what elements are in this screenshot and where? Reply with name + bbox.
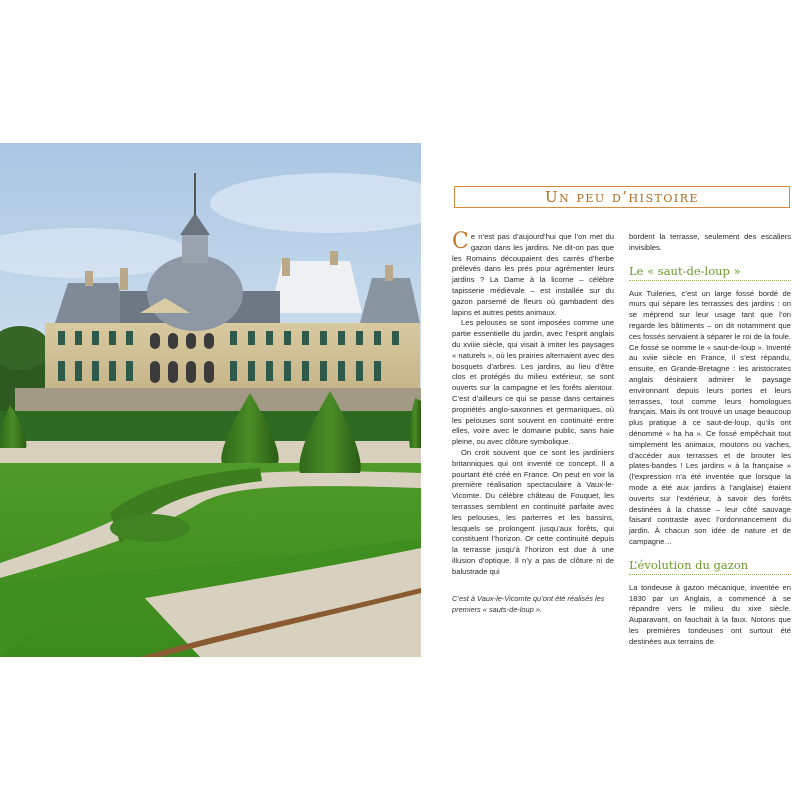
book-spread (0, 143, 800, 657)
chateau-photo (0, 143, 421, 657)
text-column-left (452, 229, 614, 578)
photo-caption: C’est à Vaux-le-Vicomte qu’ont été réalisés les premiers « sauts-de-loup ». (452, 594, 605, 614)
paragraph: Les pelouses se sont imposées comme une partie essentielle du jardin, avec l’esprit anglais du xviiie siècle, qui visait à imiter les paysages « naturels », où les prairies alternaient avec des bosquets d’arbres. Les jardins, au lieu d’être clos et protégés du milieu extérieur, se sont ouverts sur la campagne et les forêts alentour. C’est d’ailleurs ce qui se passe dans certaines propriétés anglo-saxonnes et germaniques, où les pelouses sont souvent en continuité entre elles, voire avec le domaine public, sans haie pleine, ou avec clôture symbolique. (452, 318, 614, 447)
paragraph: La tondeuse à gazon mécanique, inventée en 1830 par un Anglais, a commencé à se répandre vers le milieu du xixe siècle. Auparavant, on fauchait à la faux. Notons que les premières tondeuses ont surtout été destinées aux terrains de (629, 582, 791, 646)
text-page (421, 143, 800, 657)
paragraph: Ce n’est pas d’aujourd’hui que l’on met du gazon dans les jardins. Ne dit-on pas que les Romains découpaient des carrés d’herbe prélevés dans les prés pour agrémenter leurs jardins ? La Dame à la licorne – célèbre tapisserie médiévale – est installée sur du gazon parsemé de fleurs où gambadent des lapins et autres petits animaux. (452, 229, 614, 317)
text-column-right (629, 232, 791, 648)
paragraph: Aux Tuileries, c’est un large fossé bordé de murs qui sépare les terrasses des jardins : on se méprend sur leur usage tant que l’on regarde les bâtiments – on dit notamment que ces fossés servaient à séparer le roi de la foule. Ce fossé se nomme le « saut-de-loup ». Inventé au xviie siècle en France, il s’est répandu, ensuite, en Grande-Bretagne : les aristocrates anglais désiraient admirer le paysage environnant depuis leurs portes et leurs terrasses, tout comme leurs homologues français. Mais ils ont trouvé un usage beaucoup plus pratique à ce saut-de-loup, qu’ils ont dénommé « ha ha ». Ce fossé empêchait tout simplement les animaux, moutons ou vaches, d’accéder aux terrasses et de brouter les plates-bandes ! Les jardins « à la française » (l’expression n’a été inventée que lorsque la mode a été aux jardins à l’anglaise) étaient ouverts sur l’extérieur, à savoir des forêts destinées à la chasse – leur côté sauvage faisant contraste avec l’ordonnancement du jardin. À chacun son idée de nature et de campagne… (629, 288, 791, 546)
drop-cap: C (452, 229, 469, 254)
section-title: Un peu d’histoire (544, 188, 700, 206)
section-title-box (454, 186, 790, 208)
paragraph: On croit souvent que ce sont les jardiniers britanniques qui ont inventé ce concept. Il a pourtant été créé en France. On peut en voir la première réalisation spectaculaire à Vaux-le-Vicomte. Du célèbre château de Fouquet, les terrasses semblent en continuité parfaite avec les pelouses, les parterres et les bassins, lesquels se prolongent jusqu’aux forêts, qui constituent l’horizon. Or cette continuité depuis la terrasse jusqu’à l’horizon est due à une illusion d’optique. Il n’y a pas de clôture ni de balustrade qui (452, 447, 614, 576)
subheading-saut-de-loup: Le « saut-de-loup » (629, 264, 791, 281)
subheading-evolution-gazon: L’évolution du gazon (629, 558, 791, 575)
paragraph: bordent la terrasse, seulement des escaliers invisibles. (629, 232, 791, 252)
